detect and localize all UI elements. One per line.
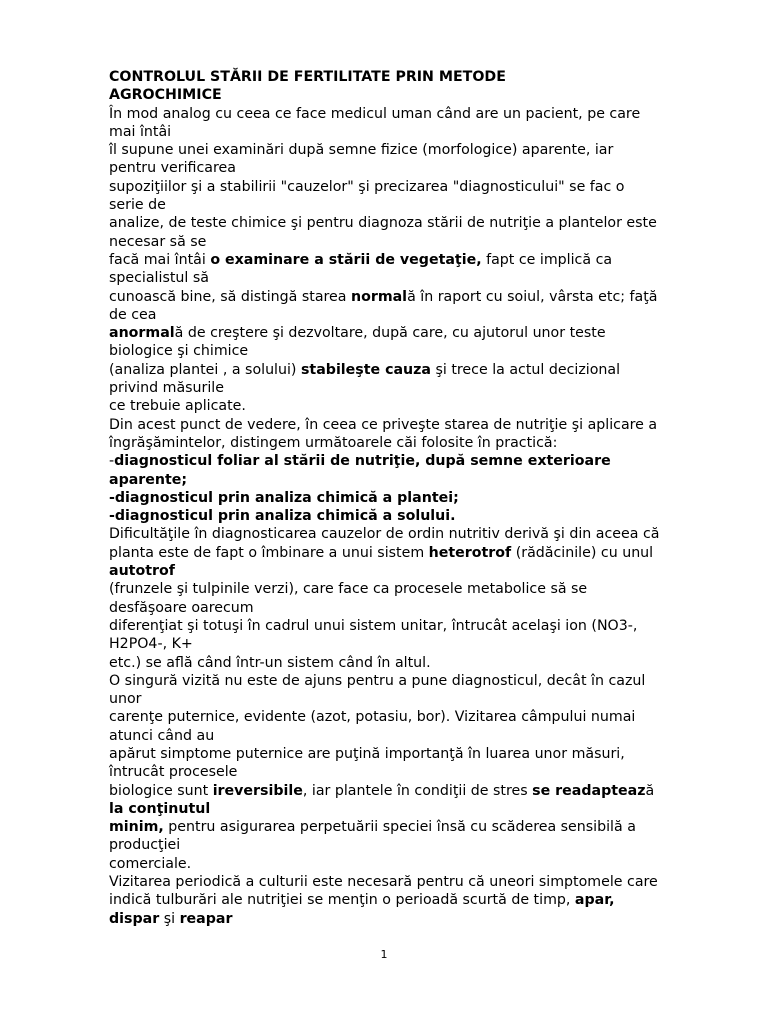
text-run: mai întâi [109, 123, 172, 140]
text-line [109, 361, 719, 379]
text-run: indică tulburări ale nutriţiei se menţin o perioadă scurtă de timp, [109, 892, 575, 909]
text-run: ă în raport cu soiul, vârsta etc; faţă [407, 288, 658, 305]
text-line [109, 635, 719, 653]
text-run: O singură vizită nu este de ajuns pentru a pune diagnosticul, decât în cazul [109, 672, 646, 689]
text-line [109, 68, 719, 86]
text-line [109, 397, 719, 415]
text-line [109, 434, 719, 452]
bold-text-run: se readapteaz [532, 782, 646, 799]
text-line [109, 599, 719, 617]
text-line [109, 452, 719, 470]
text-line [109, 617, 719, 635]
text-line [109, 818, 719, 836]
text-run: În mod analog cu ceea ce face medicul uman când are un pacient, pe care [109, 105, 641, 122]
text-run: carenţe puternice, evidente (azot, potasiu, bor). Vizitarea câmpului numai [109, 709, 636, 726]
text-line [109, 288, 719, 306]
text-run: supoziţiilor şi a stabilirii "cauzelor" şi precizarea "diagnosticului" se fac o [109, 178, 625, 195]
text-line [109, 214, 719, 232]
text-line [109, 379, 719, 397]
text-run: apărut simptome puternice are puţină importanţă în luarea unor măsuri, [109, 745, 625, 762]
text-line [109, 672, 719, 690]
text-run: cunoască bine, să distingă starea [109, 288, 351, 305]
text-line [109, 708, 719, 726]
bold-text-run: heterotrof [428, 544, 512, 561]
text-run: îngrăşămintelor, distingem următoarele căi folosite în practică: [109, 434, 558, 451]
text-run: îl supune unei examinări după semne fizice (morfologice) aparente, iar [109, 142, 614, 159]
text-line [109, 159, 719, 177]
text-run: analize, de teste chimice şi pentru diagnoza stării de nutriţie a plantelor este [109, 215, 657, 232]
text-run: producţiei [109, 837, 181, 854]
text-run: ce trebuie aplicate. [109, 398, 246, 415]
text-run: unor [109, 691, 142, 708]
text-run: desfăşoare oarecum [109, 599, 254, 616]
text-line [109, 342, 719, 360]
text-line [109, 269, 719, 287]
text-line [109, 544, 719, 562]
text-run: şi trece la actul decizional [431, 361, 621, 378]
text-line [109, 123, 719, 141]
text-line [109, 233, 719, 251]
text-run: specialistul să [109, 270, 209, 287]
text-run: necesar să se [109, 233, 207, 250]
bold-text-run: normal [350, 288, 408, 305]
text-run: ă [645, 782, 655, 799]
text-line [109, 800, 719, 818]
text-line [109, 196, 719, 214]
text-line [109, 910, 719, 928]
text-line [109, 471, 719, 489]
text-run: privind măsurile [109, 380, 224, 397]
text-line [109, 745, 719, 763]
bold-text-run: -diagnosticul prin analiza chimică a plantei; [109, 489, 459, 506]
text-line [109, 489, 719, 507]
bold-text-run: anormal [109, 325, 175, 342]
text-run: facă mai întâi [109, 251, 211, 268]
text-run: comerciale. [109, 855, 192, 872]
bold-text-run: stabileşte cauza [300, 361, 431, 378]
bold-text-run: o examinare a stării de vegetaţie, [210, 251, 482, 268]
text-line [109, 654, 719, 672]
text-run: , iar plantele în condiţii de stres [302, 782, 533, 799]
text-run: (frunzele şi tulpinile verzi), care face ca procesele metabolice să se [109, 581, 588, 598]
text-line [109, 580, 719, 598]
text-run: H2PO4-, K+ [109, 636, 193, 653]
text-run: de cea [109, 306, 157, 323]
text-line [109, 416, 719, 434]
text-run: biologice sunt [109, 782, 213, 799]
text-run: Din acest punct de vedere, în ceea ce priveşte starea de nutriţie şi aplicare a [109, 416, 658, 433]
text-line [109, 141, 719, 159]
text-line [109, 105, 719, 123]
text-run: Vizitarea periodică a culturii este necesară pentru că uneori simptomele care [109, 874, 658, 891]
text-run: biologice şi chimice [109, 343, 249, 360]
bold-text-run: dispar [109, 910, 160, 927]
text-run: - [109, 453, 115, 470]
text-line [109, 727, 719, 745]
bold-text-run: aparente; [109, 471, 188, 488]
bold-text-run: reapar [179, 910, 233, 927]
page-number: 1 [380, 948, 388, 961]
text-line [109, 891, 719, 909]
text-run: planta este de fapt o îmbinare a unui sistem [109, 544, 429, 561]
text-line [109, 178, 719, 196]
text-run: (analiza plantei , a solului) [109, 361, 301, 378]
text-run: Dificultăţile în diagnosticarea cauzelor de ordin nutritiv derivă şi din aceea că [109, 526, 660, 543]
text-run: întrucât procesele [109, 764, 238, 781]
text-run: fapt ce implică ca [481, 251, 613, 268]
text-run: pentru verificarea [109, 160, 236, 177]
bold-text-run: -diagnosticul prin analiza chimică a solului. [109, 508, 456, 525]
text-line [109, 562, 719, 580]
text-run: ă de creştere şi dezvoltare, după care, cu ajutorul unor teste [174, 325, 606, 342]
text-line [109, 525, 719, 543]
bold-text-run: diagnosticul foliar al stării de nutriţie, după semne exterioare [114, 453, 611, 470]
text-run: pentru asigurarea perpetuării speciei însă cu scăderea sensibilă a [163, 819, 636, 836]
text-line [109, 507, 719, 525]
text-run: (rădăcinile) cu unul [511, 544, 654, 561]
bold-text-run: apar, [574, 892, 615, 909]
text-line [109, 251, 719, 269]
text-run: serie de [109, 197, 166, 214]
text-run: atunci când au [109, 727, 215, 744]
bold-text-run: minim, [109, 819, 164, 836]
bold-text-run: AGROCHIMICE [109, 87, 222, 104]
bold-text-run: la conţinutul [109, 800, 211, 817]
text-line [109, 855, 719, 873]
text-line [109, 690, 719, 708]
document-body [109, 68, 719, 928]
text-line [109, 873, 719, 891]
text-run: diferenţiat şi totuşi în cadrul unui sistem unitar, întrucât acelaşi ion (NO3-, [109, 617, 638, 634]
text-line [109, 782, 719, 800]
bold-text-run: CONTROLUL STĂRII DE FERTILITATE PRIN METODE [109, 69, 506, 85]
bold-text-run: autotrof [109, 563, 175, 580]
text-line [109, 86, 719, 104]
text-line [109, 324, 719, 342]
text-line [109, 836, 719, 854]
text-run: etc.) se află când într-un sistem când în altul. [109, 654, 431, 671]
text-run: şi [159, 910, 180, 927]
text-line [109, 306, 719, 324]
text-line [109, 763, 719, 781]
bold-text-run: ireversibile [212, 782, 303, 799]
